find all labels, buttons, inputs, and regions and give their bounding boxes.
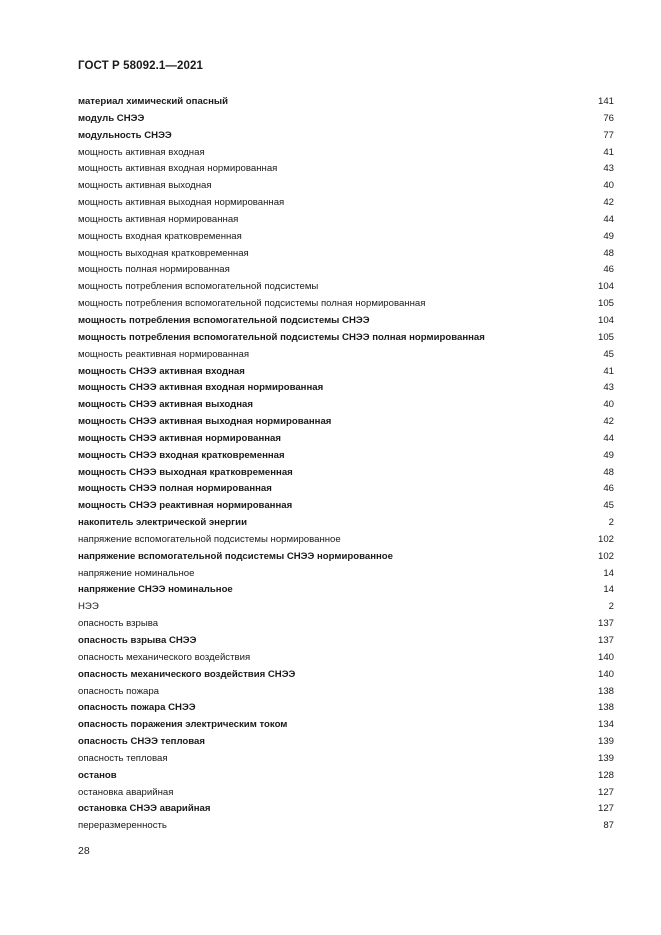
index-page-ref: 104 (597, 281, 614, 293)
index-term: опасность пожара (78, 685, 159, 697)
index-term: мощность СНЭЭ активная выходная нормированная (78, 416, 332, 428)
index-page-ref: 40 (603, 180, 614, 192)
index-page-ref: 140 (597, 651, 614, 663)
index-term: мощность потребления вспомогательной подсистемы СНЭЭ полная нормированная (78, 331, 485, 343)
index-page-ref: 105 (597, 298, 614, 310)
index-term: мощность СНЭЭ активная выходная (78, 399, 253, 411)
index-page-ref: 138 (597, 685, 614, 697)
index-term: напряжение вспомогательной подсистемы СНЭЭ нормированное (78, 550, 393, 562)
index-entry (78, 397, 614, 414)
index-entry (78, 262, 614, 279)
index-page-ref: 134 (597, 719, 614, 731)
index-entry (78, 734, 614, 751)
index-entry (78, 717, 614, 734)
index-page-ref: 43 (603, 163, 614, 175)
index-entry (78, 279, 614, 296)
index-page-ref: 105 (597, 331, 614, 343)
index-page-ref: 140 (597, 668, 614, 680)
index-term: НЭЭ (78, 601, 99, 613)
index-term: опасность пожара СНЭЭ (78, 702, 196, 714)
index-page-ref: 44 (603, 432, 614, 444)
index-term: материал химический опасный (78, 96, 229, 107)
index-entry (78, 145, 614, 162)
index-term: мощность выходная кратковременная (78, 247, 249, 259)
index-term: мощность активная выходная нормированная (78, 197, 285, 209)
index-entry (78, 296, 614, 313)
index-term: мощность СНЭЭ полная нормированная (78, 483, 272, 495)
index-term: мощность СНЭЭ входная кратковременная (78, 449, 285, 461)
index-entry (78, 414, 614, 431)
index-page-ref: 14 (603, 584, 614, 596)
index-entry (78, 128, 614, 145)
index-entry (78, 818, 614, 835)
index-page-ref: 139 (597, 736, 614, 748)
index-page-ref: 127 (597, 786, 614, 798)
index-page-ref: 2 (608, 517, 614, 529)
index-entry (78, 313, 614, 330)
index-entry (78, 94, 614, 111)
index-term: напряжение СНЭЭ номинальное (78, 584, 233, 596)
index-page-ref: 49 (603, 230, 614, 242)
index-term: мощность потребления вспомогательной подсистемы СНЭЭ (78, 314, 370, 326)
index-entry (78, 549, 614, 566)
index-entry (78, 246, 614, 263)
index-page-ref: 87 (603, 820, 614, 832)
index-term: мощность СНЭЭ активная входная нормированная (78, 382, 324, 394)
index-entry (78, 684, 614, 701)
index-page-ref: 139 (597, 752, 614, 764)
index-page-ref: 137 (597, 618, 614, 630)
index-entry (78, 599, 614, 616)
index-page-ref: 77 (603, 129, 614, 141)
index-page-ref: 128 (597, 769, 614, 781)
index-entry (78, 431, 614, 448)
index-page-ref: 44 (603, 213, 614, 225)
index-term: мощность СНЭЭ активная нормированная (78, 432, 281, 444)
index-page-ref: 48 (603, 466, 614, 478)
index-entry (78, 515, 614, 532)
index-page-ref: 46 (603, 264, 614, 276)
index-entry (78, 178, 614, 195)
index-entry (78, 801, 614, 818)
index-entry (78, 633, 614, 650)
index-term: опасность СНЭЭ тепловая (78, 736, 205, 748)
index-entry (78, 785, 614, 802)
index-entry (78, 481, 614, 498)
index-page-ref: 43 (603, 382, 614, 394)
index-entry (78, 616, 614, 633)
index-page-ref: 45 (603, 500, 614, 512)
index-page-ref: 2 (608, 601, 614, 613)
index-entry (78, 465, 614, 482)
index-term: напряжение номинальное (78, 567, 195, 579)
index-term: мощность активная выходная (78, 180, 212, 192)
index-page-ref: 41 (603, 146, 614, 158)
index-term: мощность СНЭЭ выходная кратковременная (78, 466, 293, 478)
index-term: остановка аварийная (78, 786, 174, 798)
index-entry (78, 566, 614, 583)
index-page-ref: 138 (597, 702, 614, 714)
index-term: мощность активная нормированная (78, 213, 239, 225)
index-term: модульность СНЭЭ (78, 129, 172, 141)
index-term: остановка СНЭЭ аварийная (78, 803, 211, 815)
index-page-ref: 42 (603, 197, 614, 209)
index-term: останов (78, 769, 117, 781)
index-term: накопитель электрической энергии (78, 517, 247, 529)
index-page-ref: 42 (603, 416, 614, 428)
index-entry (78, 364, 614, 381)
index-page-ref: 14 (603, 567, 614, 579)
page-number: 28 (78, 845, 90, 857)
index-entry (78, 161, 614, 178)
index-entry (78, 667, 614, 684)
index-page-ref: 40 (603, 399, 614, 411)
index-entry (78, 212, 614, 229)
index-term: мощность СНЭЭ активная входная (78, 365, 245, 377)
index-entry (78, 330, 614, 347)
index-term: мощность СНЭЭ реактивная нормированная (78, 500, 293, 512)
index-entry (78, 195, 614, 212)
index-page-ref: 102 (597, 550, 614, 562)
index-term: опасность механического воздействия (78, 651, 251, 663)
index-page-ref: 41 (603, 365, 614, 377)
index-term: мощность входная кратковременная (78, 230, 242, 242)
index-page-ref: 127 (597, 803, 614, 815)
index-term: мощность потребления вспомогательной подсистемы полная нормированная (78, 298, 426, 310)
index-term: опасность механического воздействия СНЭЭ (78, 668, 296, 680)
index-term: мощность активная входная нормированная (78, 163, 278, 175)
index-entry (78, 532, 614, 549)
index-term: опасность поражения электрическим током (78, 719, 288, 731)
index-page-ref: 137 (597, 635, 614, 646)
index-term: напряжение вспомогательной подсистемы нормированное (78, 533, 341, 545)
index-term: опасность взрыва (78, 618, 159, 630)
index-term: переразмеренность (78, 820, 167, 832)
index-entry (78, 582, 614, 599)
index-page-ref: 102 (597, 533, 614, 545)
index-page-ref: 49 (603, 449, 614, 461)
index-term: мощность полная нормированная (78, 264, 230, 276)
index-entry (78, 111, 614, 128)
index-page-ref: 104 (597, 314, 614, 326)
index-entry (78, 751, 614, 768)
index-term: опасность взрыва СНЭЭ (78, 635, 197, 646)
index-entry (78, 768, 614, 785)
index-term: мощность реактивная нормированная (78, 348, 250, 360)
index-entry (78, 347, 614, 364)
index-entry (78, 380, 614, 397)
index-page-ref: 141 (597, 96, 614, 107)
index-page-ref: 48 (603, 247, 614, 259)
index-entry (78, 229, 614, 246)
index-term: мощность потребления вспомогательной подсистемы (78, 281, 319, 293)
term-index (78, 94, 614, 835)
index-entry (78, 700, 614, 717)
index-entry (78, 498, 614, 515)
document-header: ГОСТ Р 58092.1—2021 (78, 60, 203, 72)
index-term: мощность активная входная (78, 146, 205, 158)
index-term: опасность тепловая (78, 752, 168, 764)
index-page-ref: 46 (603, 483, 614, 495)
index-entry (78, 650, 614, 667)
index-page-ref: 76 (603, 112, 614, 124)
index-page-ref: 45 (603, 348, 614, 360)
index-term: модуль СНЭЭ (78, 112, 145, 124)
index-entry (78, 448, 614, 465)
